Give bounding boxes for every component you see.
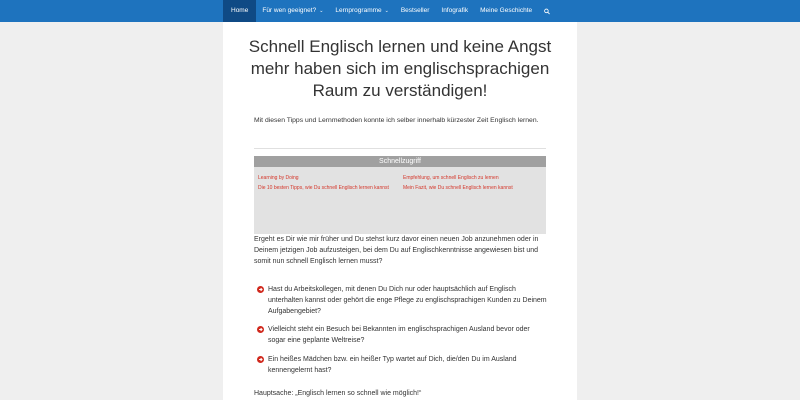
nav-item-lernprogramme[interactable] [329,0,394,22]
search-button[interactable] [538,0,556,22]
nav-item-fuer-wen-geeignet[interactable] [256,0,329,22]
toc-link-conclusion[interactable]: Mein Fazit, wie Du schnell Englisch lernen kannst [403,185,513,191]
toc-link-learning-by-doing[interactable]: Learning by Doing [258,175,299,181]
toc-link-top-10-tips[interactable]: Die 10 besten Tipps, wie Du schnell Englisch lernen kannst [258,185,389,191]
nav-item-infografik[interactable]: Infografik [441,7,469,14]
chevron-down-icon: ⌄ [384,8,389,14]
search-icon [544,8,550,15]
nav-item-meine-geschichte[interactable]: Meine Geschichte [480,7,533,14]
nav-menu [223,0,556,22]
body-paragraph: Ergeht es Dir wie mir früher und Du stehst kurz davor einen neuen Job anzunehmen oder in Deinem jetzigen Job aufzusteigen, bei dem Du auf Englischkenntnisse angewiesen bist und somit nun schnell Englisch lernen musst? [254,236,539,265]
nav-item-bestseller[interactable]: Bestseller [400,7,430,14]
toc-heading: Schnellzugriff [254,156,546,167]
toc-column-right [403,173,543,193]
table-of-contents [254,156,546,234]
list-item-text: Vielleicht steht ein Besuch bei Bekannten im englischsprachigen Ausland bevor oder sogar eine geplante Weltreise? [268,326,530,344]
list-item-text: Ein heißes Mädchen bzw. ein heißer Typ wartet auf Dich, die/den Du im Ausland kennengelernt hast? [268,356,517,374]
summary-text: Hauptsache: „Englisch lernen so schnell wie möglich!“ [254,390,422,397]
arrow-circle-right-icon [257,356,264,363]
chevron-down-icon: ⌄ [319,8,324,14]
toc-link-recommendation[interactable]: Empfehlung, um schnell Englisch zu lernen [403,175,499,181]
arrow-circle-right-icon [257,326,264,333]
list-item-text: Hast du Arbeitskollegen, mit denen Du Dich nur oder hauptsächlich auf Englisch unterhalten kannst oder gehört die enge Pflege zu englischsprachigen Kunden zu Deinem Aufgabengebiet? [268,286,547,315]
top-navigation [0,0,800,22]
nav-label: Lernprogramme [335,7,382,14]
nav-item-home[interactable]: Home [223,0,256,22]
article-container [223,22,577,400]
page-title: Schnell Englisch lernen und keine Angst mehr haben sich im englischsprachigen Raum zu verständigen! [248,37,552,100]
arrow-circle-right-icon [257,286,264,293]
intro-text: Mit diesen Tipps und Lernmethoden konnte ich selber innerhalb kürzester Zeit Englisch lernen. [254,117,539,124]
divider [254,148,546,149]
nav-label: Für wen geeignet? [262,7,317,14]
toc-column-left [258,173,398,193]
